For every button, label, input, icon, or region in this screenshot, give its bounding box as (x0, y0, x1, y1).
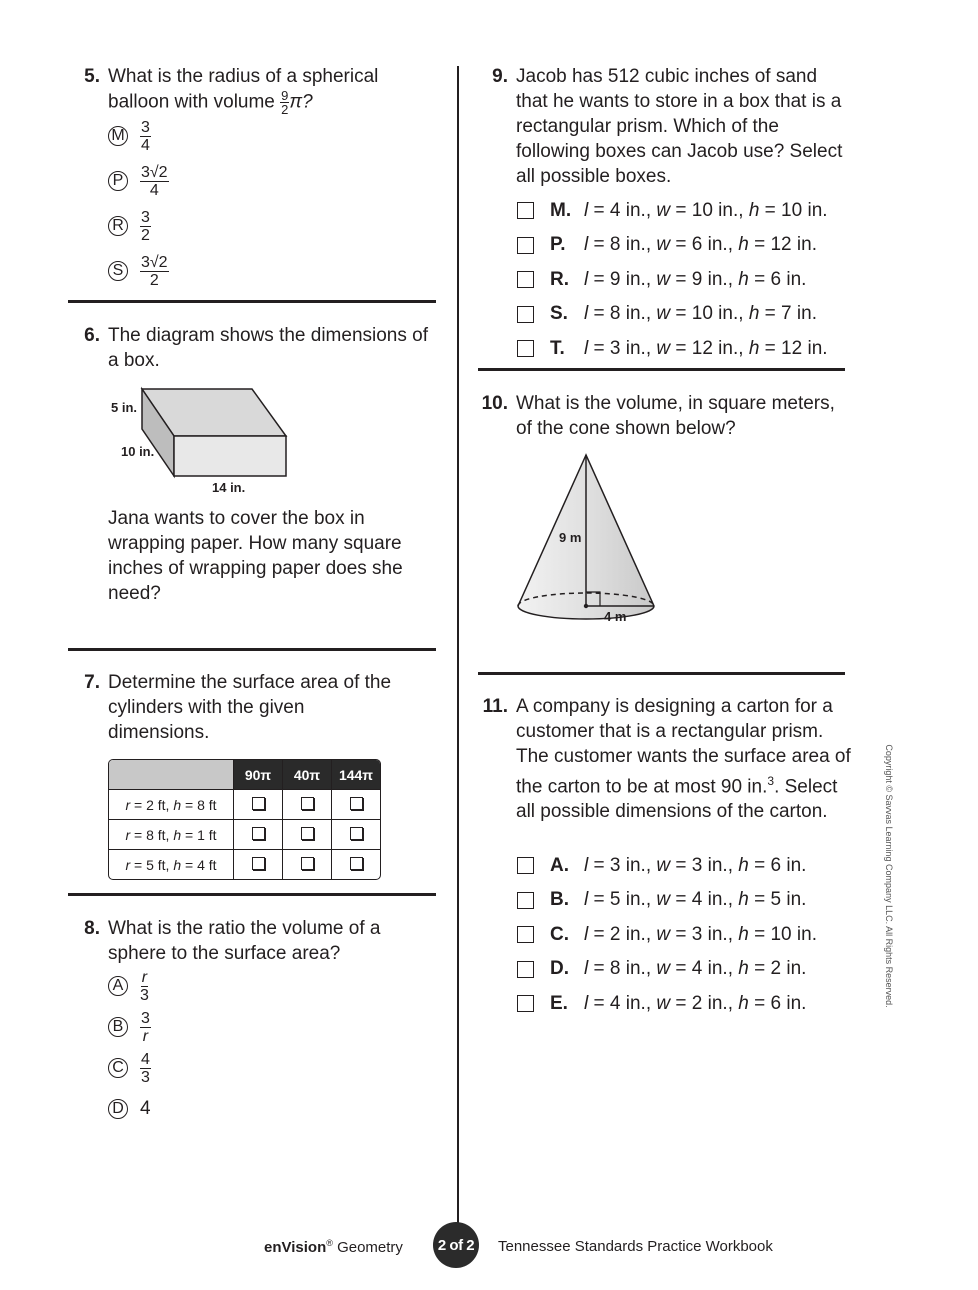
checkbox-cell (283, 820, 332, 850)
answer-fraction: $\frac{3√2}{2}$ (141, 253, 168, 289)
checkbox-cell (332, 790, 380, 820)
table-checkbox[interactable] (252, 797, 265, 810)
option-dimensions: l = 8 in., w = 10 in., h = 7 in. (584, 303, 817, 325)
cone-diagram (510, 450, 670, 630)
option-dimensions: l = 3 in., w = 3 in., h = 6 in. (584, 854, 807, 876)
q11-number: 11. (482, 696, 508, 717)
footer-brand: enVision® Geometry (264, 1238, 403, 1256)
q9-option[interactable] (517, 233, 817, 258)
q5-text: What is the radius of a spherical balloon with volume (108, 66, 379, 113)
q9-number: 9. (492, 66, 508, 87)
table-checkbox[interactable] (301, 797, 314, 810)
option-letter: M. (550, 199, 572, 221)
q6-followup: Jana wants to cover the box in wrapping paper. How many square inches of wrapping paper does she need? (108, 508, 403, 604)
q5-volume-fraction: $\frac{9}{2}$ (281, 88, 289, 117)
checkbox-cell (332, 850, 380, 879)
cone-radius-label: 4 m (604, 609, 627, 624)
q5-option[interactable] (108, 161, 169, 201)
checkbox[interactable] (517, 306, 534, 323)
q6-number: 6. (84, 325, 100, 346)
cylinder-table (108, 759, 381, 880)
table-checkbox[interactable] (252, 827, 265, 840)
footer-workbook: Tennessee Standards Practice Workbook (498, 1238, 773, 1255)
q8-option[interactable] (108, 1007, 151, 1047)
checkbox-cell (332, 820, 380, 850)
q5-option[interactable] (108, 251, 169, 291)
cone-height-label: 9 m (559, 530, 582, 545)
row-label: r = 5 ft, h = 4 ft (109, 850, 234, 879)
answer-fraction: $\frac{3}{2}$ (141, 208, 150, 244)
q5-option[interactable] (108, 206, 151, 246)
box-depth-label: 10 in. (121, 444, 155, 459)
box-front-face (174, 436, 286, 476)
checkbox[interactable] (517, 857, 534, 874)
answer-fraction: $\frac{3√2}{4}$ (141, 163, 168, 199)
checkbox-cell (283, 790, 332, 820)
q6-text: The diagram shows the dimensions of a box. (108, 325, 428, 371)
option-letter: B. (550, 889, 569, 911)
q5-option[interactable] (108, 116, 151, 156)
answer-fraction: $\frac{r}{3}$ (140, 968, 149, 1004)
q9-option[interactable] (517, 336, 828, 361)
checkbox-cell (234, 820, 283, 850)
row-label: r = 2 ft, h = 8 ft (109, 790, 234, 820)
q10-number: 10. (481, 393, 508, 414)
column-divider (457, 66, 459, 1226)
option-letter: S. (550, 303, 568, 325)
q8-option[interactable] (108, 1048, 151, 1088)
table-checkbox[interactable] (350, 797, 363, 810)
option-letter: A. (550, 854, 569, 876)
answer-bubble[interactable]: M (108, 126, 128, 146)
checkbox[interactable] (517, 202, 534, 219)
answer-fraction: $\frac{3}{r}$ (141, 1009, 150, 1045)
q9-option[interactable] (517, 267, 806, 292)
checkbox[interactable] (517, 237, 534, 254)
q10-divider (478, 672, 845, 675)
table-checkbox[interactable] (252, 857, 265, 870)
box-length-label: 14 in. (212, 480, 246, 495)
answer-fraction: $\frac{3}{4}$ (141, 118, 150, 154)
option-dimensions: l = 4 in., w = 2 in., h = 6 in. (584, 992, 807, 1014)
q11-question: A company is designing a carton for a customer that is a rectangular prism. The customer wants the surface area of the carton to be at most 90 in.$^3$. Select all possible dimensions of the carton. (516, 696, 851, 823)
checkbox-cell (283, 850, 332, 879)
col-header: 40π (283, 760, 332, 790)
q8-option[interactable] (108, 966, 149, 1006)
q11-option[interactable] (517, 957, 806, 982)
table-checkbox[interactable] (350, 857, 363, 870)
table-row (109, 790, 380, 820)
checkbox-cell (234, 790, 283, 820)
q11-option[interactable] (517, 922, 817, 947)
answer-fraction: $\frac{4}{3}$ (141, 1050, 150, 1086)
answer-bubble[interactable]: P (108, 171, 128, 191)
box-diagram (100, 380, 310, 500)
q9-text: Jacob has 512 cubic inches of sand that he wants to store in a box that is a rectangular prism. Which of the following boxes can Jacob use? Select all possible boxes. (516, 66, 843, 187)
checkbox[interactable] (517, 926, 534, 943)
answer-value: 4 (140, 1098, 151, 1119)
option-dimensions: l = 3 in., w = 12 in., h = 12 in. (584, 337, 828, 359)
q8-number: 8. (84, 918, 100, 939)
answer-bubble[interactable]: D (108, 1099, 128, 1119)
table-checkbox[interactable] (301, 857, 314, 870)
q7-text: Determine the surface area of the cylinders with the given dimensions. (108, 672, 392, 743)
row-label: r = 8 ft, h = 1 ft (109, 820, 234, 850)
option-letter: R. (550, 268, 569, 290)
col-header: 90π (234, 760, 283, 790)
checkbox[interactable] (517, 271, 534, 288)
option-dimensions: l = 2 in., w = 3 in., h = 10 in. (584, 923, 817, 945)
q11-option[interactable] (517, 991, 806, 1016)
q7-number: 7. (84, 672, 100, 693)
option-dimensions: l = 5 in., w = 4 in., h = 5 in. (584, 889, 807, 911)
page-number-badge: 2 of 2 (433, 1222, 479, 1268)
copyright-notice: Copyright © Savvas Learning Company LLC. All Rights Reserved. (884, 744, 894, 1008)
q8-option[interactable] (108, 1089, 151, 1129)
q11-option[interactable] (517, 888, 806, 913)
table-checkbox[interactable] (350, 827, 363, 840)
q5-question: What is the radius of a spherical balloon with volume $\frac{9}{2}$ π? (108, 66, 379, 117)
checkbox[interactable] (517, 892, 534, 909)
q9-option[interactable] (517, 198, 828, 223)
option-letter: P. (550, 234, 566, 256)
table-checkbox[interactable] (301, 827, 314, 840)
q11-option[interactable] (517, 853, 806, 878)
box-height-label: 5 in. (111, 400, 138, 415)
checkbox[interactable] (517, 995, 534, 1012)
q9-divider (478, 368, 845, 371)
col-header: 144π (332, 760, 380, 790)
answer-bubble[interactable]: R (108, 216, 128, 236)
answer-bubble[interactable]: S (108, 261, 128, 281)
table-row (109, 820, 380, 850)
answer-bubble[interactable]: C (108, 1058, 128, 1078)
q10-text: What is the volume, in square meters, of the cone shown below? (516, 393, 835, 439)
q6-divider (68, 648, 436, 651)
table-row (109, 850, 380, 879)
q7-divider (68, 893, 436, 896)
cone-center-point (584, 604, 588, 608)
table-header-row (109, 760, 380, 790)
option-dimensions: l = 9 in., w = 9 in., h = 6 in. (584, 268, 807, 290)
checkbox-cell (234, 850, 283, 879)
q5-number: 5. (84, 66, 100, 87)
option-letter: C. (550, 923, 569, 945)
option-dimensions: l = 8 in., w = 4 in., h = 2 in. (584, 958, 807, 980)
q5-divider (68, 300, 436, 303)
table-corner (109, 760, 234, 790)
checkbox[interactable] (517, 340, 534, 357)
checkbox[interactable] (517, 961, 534, 978)
answer-bubble[interactable]: B (108, 1017, 128, 1037)
option-dimensions: l = 8 in., w = 6 in., h = 12 in. (584, 234, 817, 256)
option-dimensions: l = 4 in., w = 10 in., h = 10 in. (584, 199, 828, 221)
option-letter: T. (550, 337, 565, 359)
option-letter: D. (550, 958, 569, 980)
q9-option[interactable] (517, 302, 817, 327)
option-letter: E. (550, 992, 568, 1014)
q8-text: What is the ratio the volume of a sphere to the surface area? (108, 918, 381, 964)
answer-bubble[interactable]: A (108, 976, 128, 996)
